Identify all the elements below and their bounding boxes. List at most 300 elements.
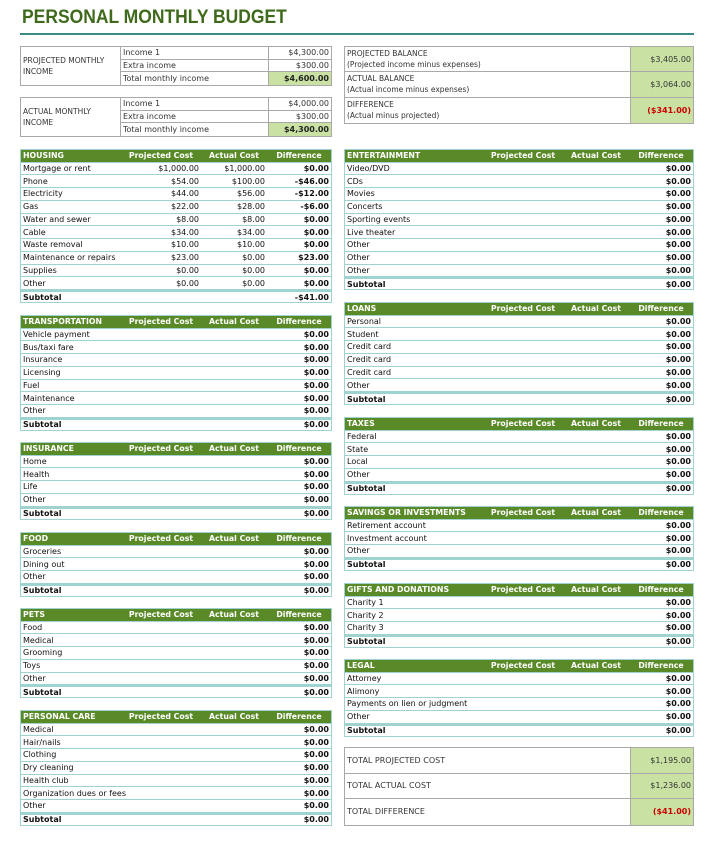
subtotal-value: $0.00 <box>303 687 329 697</box>
difference-cell: $0.00 <box>303 214 329 224</box>
column-header-actual: Actual Cost <box>208 444 260 454</box>
row-label: Other <box>23 406 46 416</box>
subtotal-row <box>345 723 693 736</box>
difference-cell: $0.00 <box>303 355 329 365</box>
difference-cell: $0.00 <box>665 214 691 224</box>
table-row <box>21 646 331 659</box>
column-header-projected: Projected Cost <box>128 712 194 722</box>
difference-cell: $0.00 <box>303 368 329 378</box>
table-row <box>345 174 693 187</box>
balance-value: $3,064.00 <box>630 72 693 96</box>
section-title: HOUSING <box>23 151 64 161</box>
row-label: Live theater <box>347 227 396 237</box>
difference-cell: $0.00 <box>303 763 329 773</box>
actual-total-income: $4,300.00 <box>268 123 331 136</box>
subtotal-value: $0.00 <box>303 509 329 518</box>
difference-cell: $0.00 <box>303 495 329 505</box>
projected-cost-cell[interactable]: $0.00 <box>176 265 199 275</box>
income-label: Extra income <box>121 111 268 124</box>
actual-income-table <box>20 97 332 137</box>
section-header <box>345 660 693 672</box>
difference-cell: $0.00 <box>665 367 691 377</box>
projected-cost-cell[interactable]: $10.00 <box>171 240 199 250</box>
difference-cell: $0.00 <box>665 597 691 607</box>
difference-cell: $0.00 <box>303 572 329 582</box>
table-row <box>345 608 693 621</box>
row-label: Other <box>347 265 370 275</box>
column-header-difference: Difference <box>276 610 322 620</box>
difference-cell: $0.00 <box>665 470 691 480</box>
projected-total-income: $4,600.00 <box>268 72 331 85</box>
difference-cell: $0.00 <box>303 278 329 288</box>
column-header-actual: Actual Cost <box>208 317 260 327</box>
income-label: Income 1 <box>121 47 268 60</box>
column-header-difference: Difference <box>276 151 322 161</box>
row-label: Maintenance <box>23 393 75 403</box>
table-row <box>21 353 331 366</box>
table-row <box>21 774 331 787</box>
income-label: Income 1 <box>121 98 268 111</box>
column-header-difference: Difference <box>638 151 684 161</box>
section-title: INSURANCE <box>23 444 74 454</box>
table-row <box>345 697 693 710</box>
section-entertainment <box>344 149 694 290</box>
row-label: Investment account <box>347 533 427 543</box>
difference-cell: $0.00 <box>303 329 329 339</box>
row-label: Medical <box>23 635 54 645</box>
row-label: Sporting events <box>347 214 411 224</box>
difference-cell: $0.00 <box>665 533 691 543</box>
table-row <box>21 264 331 277</box>
row-label: Local <box>347 457 368 467</box>
row-label: Organization dues or fees <box>23 788 127 798</box>
difference-cell: $0.00 <box>303 240 329 250</box>
difference-cell: $0.00 <box>665 546 691 556</box>
section-header <box>345 418 693 430</box>
balance-value: ($341.00) <box>630 98 693 123</box>
row-label: Dry cleaning <box>23 763 74 773</box>
difference-cell: $0.00 <box>303 622 329 632</box>
row-label: Waste removal <box>23 240 83 250</box>
table-row <box>21 340 331 353</box>
difference-cell: $0.00 <box>665 355 691 365</box>
column-header-projected: Projected Cost <box>490 304 556 314</box>
table-row <box>21 200 331 213</box>
difference-cell: $0.00 <box>665 699 691 709</box>
actual-cost-cell[interactable]: $34.00 <box>237 227 265 237</box>
projected-cost-cell[interactable]: $1,000.00 <box>158 163 199 173</box>
subtotal-row <box>21 684 331 697</box>
table-row <box>21 328 331 341</box>
table-row <box>21 735 331 748</box>
difference-cell: -$6.00 <box>300 202 329 212</box>
table-row <box>345 315 693 328</box>
row-label: Life <box>23 482 38 492</box>
table-row <box>21 455 331 468</box>
total-value: ($41.00) <box>630 799 693 825</box>
difference-cell: $0.00 <box>665 712 691 722</box>
row-label: Other <box>347 380 370 390</box>
table-row <box>21 557 331 570</box>
subtotal-row <box>345 481 693 494</box>
projected-income-label: PROJECTED MONTHLY INCOME <box>21 47 121 85</box>
row-label: Attorney <box>347 673 382 683</box>
row-label: Mortgage or rent <box>23 163 91 173</box>
subtotal-row <box>345 276 693 289</box>
section-header <box>345 303 693 315</box>
table-row <box>21 761 331 774</box>
difference-cell: $0.00 <box>303 482 329 492</box>
balance-subtitle: (Actual minus projected) <box>347 110 440 120</box>
column-header-projected: Projected Cost <box>128 151 194 161</box>
section-header <box>21 443 331 455</box>
table-row <box>21 225 331 238</box>
column-header-difference: Difference <box>276 712 322 722</box>
table-row <box>21 570 331 583</box>
section-header <box>21 150 331 162</box>
row-label: State <box>347 444 369 454</box>
difference-cell: $0.00 <box>665 623 691 633</box>
difference-cell: $0.00 <box>303 380 329 390</box>
difference-cell: $0.00 <box>665 444 691 454</box>
section-food <box>20 532 332 597</box>
table-row <box>21 251 331 264</box>
column-header-difference: Difference <box>638 585 684 595</box>
section-header <box>21 316 331 328</box>
column-header-difference: Difference <box>638 419 684 429</box>
row-label: Other <box>347 253 370 263</box>
difference-cell: $0.00 <box>665 316 691 326</box>
row-label: Credit card <box>347 355 392 365</box>
subtotal-row <box>345 634 693 647</box>
difference-cell: $0.00 <box>303 673 329 683</box>
column-header-projected: Projected Cost <box>128 317 194 327</box>
projected-cost-cell[interactable]: $54.00 <box>171 176 199 186</box>
subtotal-value: $0.00 <box>303 420 329 430</box>
difference-cell: $23.00 <box>298 253 329 263</box>
row-label: Food <box>23 622 43 632</box>
subtotal-row <box>21 812 331 825</box>
row-label: Movies <box>347 189 375 199</box>
difference-cell: $0.00 <box>303 559 329 569</box>
balance-subtitle: (Actual income minus expenses) <box>347 85 470 95</box>
subtotal-label: Subtotal <box>347 279 386 289</box>
section-title: LEGAL <box>347 661 375 671</box>
row-label: Dining out <box>23 559 65 569</box>
difference-cell: $0.00 <box>665 610 691 620</box>
table-row <box>21 238 331 251</box>
table-row <box>345 213 693 226</box>
row-label: Other <box>347 546 370 556</box>
difference-cell: $0.00 <box>665 431 691 441</box>
projected-income-table <box>20 46 332 86</box>
table-row <box>21 404 331 417</box>
section-header <box>21 609 331 621</box>
subtotal-label: Subtotal <box>23 420 62 430</box>
difference-cell: $0.00 <box>665 342 691 352</box>
column-header-projected: Projected Cost <box>490 661 556 671</box>
section-gifts <box>344 583 694 648</box>
row-label: CDs <box>347 176 363 186</box>
actual-cost-cell[interactable]: $56.00 <box>237 189 265 199</box>
table-row <box>345 544 693 557</box>
row-label: Payments on lien or judgment <box>347 699 468 709</box>
projected-cost-cell[interactable]: $34.00 <box>171 227 199 237</box>
row-label: Other <box>23 572 46 582</box>
column-header-actual: Actual Cost <box>208 610 260 620</box>
subtotal-label: Subtotal <box>23 687 62 697</box>
table-row <box>21 480 331 493</box>
table-row <box>345 684 693 697</box>
table-row <box>21 545 331 558</box>
column-header-actual: Actual Cost <box>570 508 622 518</box>
row-label: Health club <box>23 775 69 785</box>
table-row <box>21 391 331 404</box>
difference-cell: $0.00 <box>303 393 329 403</box>
total-value: $1,236.00 <box>630 774 693 799</box>
row-label: Hair/nails <box>23 737 61 747</box>
table-row <box>345 378 693 391</box>
difference-cell: $0.00 <box>665 265 691 275</box>
actual-cost-cell[interactable]: $10.00 <box>237 240 265 250</box>
row-label: Other <box>23 673 46 683</box>
difference-cell: $0.00 <box>665 240 691 250</box>
column-header-projected: Projected Cost <box>490 151 556 161</box>
row-label: Health <box>23 469 50 479</box>
subtotal-value: -$41.00 <box>294 292 329 302</box>
projected-cost-cell[interactable]: $23.00 <box>171 253 199 263</box>
table-row <box>21 633 331 646</box>
difference-cell: $0.00 <box>665 253 691 263</box>
balance-value: $3,405.00 <box>630 47 693 71</box>
difference-cell: $0.00 <box>303 265 329 275</box>
section-header <box>21 711 331 723</box>
table-row <box>345 340 693 353</box>
subtotal-label: Subtotal <box>23 815 62 825</box>
section-title: LOANS <box>347 304 377 314</box>
balance-subtitle: (Projected income minus expenses) <box>347 60 481 69</box>
column-header-difference: Difference <box>276 444 322 454</box>
total-projected-row <box>345 748 693 774</box>
difference-cell: $0.00 <box>303 648 329 658</box>
income-value[interactable]: $300.00 <box>268 111 331 124</box>
section-title: TRANSPORTATION <box>23 317 103 327</box>
projected-cost-cell[interactable]: $22.00 <box>171 202 199 212</box>
total-label: TOTAL DIFFERENCE <box>347 807 425 817</box>
row-label: Other <box>23 278 46 288</box>
column-header-projected: Projected Cost <box>490 419 556 429</box>
balance-title: PROJECTED BALANCE <box>347 49 428 58</box>
table-row <box>345 353 693 366</box>
row-label: Retirement account <box>347 520 426 530</box>
row-label: Medical <box>23 724 54 734</box>
section-header <box>21 533 331 545</box>
row-label: Phone <box>23 176 48 186</box>
total-label: TOTAL ACTUAL COST <box>347 781 431 791</box>
table-row <box>21 799 331 812</box>
actual-cost-cell[interactable]: $0.00 <box>242 253 265 263</box>
table-row <box>21 162 331 175</box>
subtotal-value: $0.00 <box>665 560 691 570</box>
page-title: PERSONAL MONTHLY BUDGET <box>22 7 287 28</box>
subtotal-row <box>345 391 693 404</box>
table-row <box>345 519 693 532</box>
actual-cost-cell[interactable]: $28.00 <box>237 202 265 212</box>
difference-cell: $0.00 <box>665 686 691 696</box>
column-header-projected: Projected Cost <box>128 444 194 454</box>
table-row <box>345 596 693 609</box>
subtotal-row <box>21 583 331 596</box>
difference-cell: $0.00 <box>665 673 691 683</box>
row-label: Alimony <box>347 686 380 696</box>
row-label: Grooming <box>23 648 63 658</box>
row-label: Other <box>23 495 46 505</box>
difference-cell: $0.00 <box>303 788 329 798</box>
row-label: Other <box>23 801 46 811</box>
subtotal-row <box>345 557 693 570</box>
income-label: Total monthly income <box>123 74 209 84</box>
table-row <box>21 213 331 226</box>
column-header-actual: Actual Cost <box>570 661 622 671</box>
total-label: TOTAL PROJECTED COST <box>347 755 446 765</box>
row-label: Maintenance or repairs <box>23 253 116 263</box>
actual-cost-cell[interactable]: $8.00 <box>242 214 265 224</box>
actual-cost-cell[interactable]: $100.00 <box>231 176 265 186</box>
row-label: Video/DVD <box>347 163 390 173</box>
table-row <box>345 531 693 544</box>
table-row <box>21 467 331 480</box>
table-row <box>21 379 331 392</box>
total-actual-row <box>345 774 693 800</box>
table-row <box>21 672 331 685</box>
projected-cost-cell[interactable]: $44.00 <box>171 189 199 199</box>
column-header-actual: Actual Cost <box>570 419 622 429</box>
section-taxes <box>344 417 694 495</box>
row-label: Home <box>23 456 47 466</box>
table-row <box>345 710 693 723</box>
column-header-difference: Difference <box>276 534 322 544</box>
section-title: FOOD <box>23 534 49 544</box>
difference-cell: -$12.00 <box>294 189 329 199</box>
row-label: Licensing <box>23 368 61 378</box>
row-label: Charity 3 <box>347 623 384 633</box>
column-header-difference: Difference <box>638 304 684 314</box>
subtotal-label: Subtotal <box>347 394 386 404</box>
column-header-actual: Actual Cost <box>570 304 622 314</box>
row-label: Fuel <box>23 380 40 390</box>
difference-cell: $0.00 <box>665 189 691 199</box>
total-difference-row <box>345 799 693 825</box>
projected-cost-cell[interactable]: $8.00 <box>176 214 199 224</box>
row-label: Toys <box>23 661 41 671</box>
projected-cost-cell[interactable]: $0.00 <box>176 278 199 288</box>
subtotal-value: $0.00 <box>665 637 691 647</box>
actual-cost-cell[interactable]: $0.00 <box>242 278 265 288</box>
income-value[interactable]: $300.00 <box>268 60 331 73</box>
income-value[interactable]: $4,300.00 <box>268 47 331 60</box>
difference-cell: $0.00 <box>303 661 329 671</box>
difference-cell: $0.00 <box>665 457 691 467</box>
subtotal-value: $0.00 <box>303 815 329 825</box>
income-label: Total monthly income <box>123 125 209 135</box>
difference-cell: -$46.00 <box>294 176 329 186</box>
table-row <box>345 455 693 468</box>
subtotal-label: Subtotal <box>23 586 62 596</box>
difference-cell: $0.00 <box>665 227 691 237</box>
column-header-difference: Difference <box>276 317 322 327</box>
section-legal <box>344 659 694 737</box>
row-label: Groceries <box>23 546 62 556</box>
table-row <box>21 366 331 379</box>
subtotal-value: $0.00 <box>665 726 691 735</box>
column-header-projected: Projected Cost <box>128 610 194 620</box>
row-label: Personal <box>347 316 382 326</box>
subtotal-label: Subtotal <box>347 484 386 493</box>
actual-cost-cell[interactable]: $0.00 <box>242 265 265 275</box>
table-row <box>345 238 693 251</box>
row-label: Bus/taxi fare <box>23 342 74 352</box>
section-loans <box>344 302 694 405</box>
income-label: Extra income <box>121 60 268 73</box>
row-label: Gas <box>23 202 39 212</box>
difference-cell: $0.00 <box>665 380 691 390</box>
subtotal-value: $0.00 <box>303 586 329 596</box>
table-row <box>21 276 331 289</box>
balance-table <box>344 46 694 124</box>
income-value[interactable]: $4,000.00 <box>268 98 331 111</box>
section-pets <box>20 608 332 698</box>
table-row <box>21 493 331 506</box>
table-row <box>345 621 693 634</box>
section-transportation <box>20 315 332 431</box>
difference-cell: $0.00 <box>303 750 329 760</box>
table-row <box>345 366 693 379</box>
column-header-projected: Projected Cost <box>490 585 556 595</box>
difference-cell: $0.00 <box>665 176 691 186</box>
table-row <box>345 187 693 200</box>
difference-cell: $0.00 <box>665 520 691 530</box>
column-header-actual: Actual Cost <box>570 151 622 161</box>
difference-cell: $0.00 <box>303 456 329 466</box>
subtotal-label: Subtotal <box>23 292 62 302</box>
section-title: TAXES <box>347 419 375 429</box>
column-header-difference: Difference <box>638 661 684 671</box>
actual-cost-cell[interactable]: $1,000.00 <box>224 163 265 173</box>
column-header-difference: Difference <box>638 508 684 518</box>
subtotal-label: Subtotal <box>347 637 386 647</box>
section-title: GIFTS AND DONATIONS <box>347 585 450 595</box>
difference-cell: $0.00 <box>665 163 691 173</box>
total-value: $1,195.00 <box>630 748 693 773</box>
row-label: Vehicle payment <box>23 329 90 339</box>
column-header-actual: Actual Cost <box>208 151 260 161</box>
section-housing <box>20 149 332 303</box>
difference-cell: $0.00 <box>303 163 329 173</box>
table-row <box>21 659 331 672</box>
table-row <box>345 442 693 455</box>
table-row <box>21 174 331 187</box>
row-label: Charity 2 <box>347 610 384 620</box>
table-row <box>345 327 693 340</box>
row-label: Student <box>347 329 379 339</box>
section-savings <box>344 506 694 571</box>
section-title: PERSONAL CARE <box>23 712 96 722</box>
subtotal-value: $0.00 <box>665 484 691 493</box>
section-title: ENTERTAINMENT <box>347 151 421 161</box>
row-label: Water and sewer <box>23 214 91 224</box>
column-header-projected: Projected Cost <box>128 534 194 544</box>
row-label: Insurance <box>23 355 63 365</box>
